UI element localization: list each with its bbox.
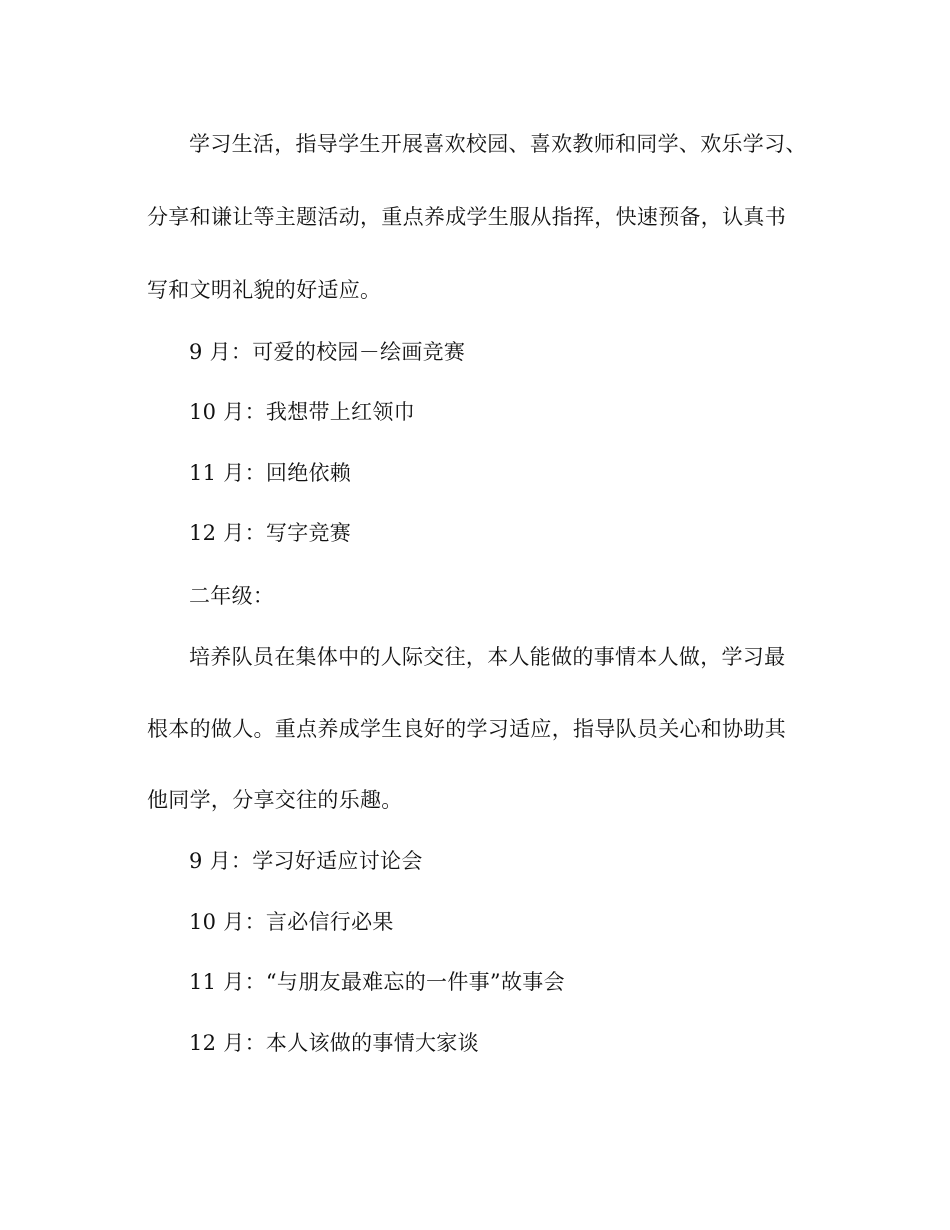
grade2-heading: 二年级： (189, 584, 275, 608)
paragraph-2-line-3: 他同学，分享交往的乐趣。 (147, 788, 403, 812)
paragraph-1-line-2: 分享和谦让等主题活动，重点养成学生服从指挥，快速预备，认真书 (147, 205, 786, 229)
grade1-item-december: 12 月：写字竞赛 (189, 521, 352, 545)
grade2-item-december: 12 月：本人该做的事情大家谈 (189, 1031, 479, 1055)
paragraph-2-line-1: 培养队员在集体中的人际交往，本人能做的事情本人做，学习最 (189, 645, 786, 669)
grade2-item-september: 9 月：学习好适应讨论会 (189, 849, 423, 873)
paragraph-1-line-1: 学习生活，指导学生开展喜欢校园、喜欢教师和同学、欢乐学习、 (189, 132, 807, 156)
grade2-item-october: 10 月：言必信行必果 (189, 910, 394, 934)
grade1-item-november: 11 月：回绝依赖 (189, 461, 352, 485)
paragraph-1-line-3: 写和文明礼貌的好适应。 (147, 278, 382, 302)
grade1-item-september: 9 月：可爱的校园－绘画竞赛 (189, 340, 466, 364)
paragraph-2-line-2: 根本的做人。重点养成学生良好的学习适应，指导队员关心和协助其 (147, 717, 786, 741)
grade1-item-october: 10 月：我想带上红领巾 (189, 400, 415, 424)
grade2-item-november: 11 月：“与朋友最难忘的一件事”故事会 (189, 970, 565, 994)
